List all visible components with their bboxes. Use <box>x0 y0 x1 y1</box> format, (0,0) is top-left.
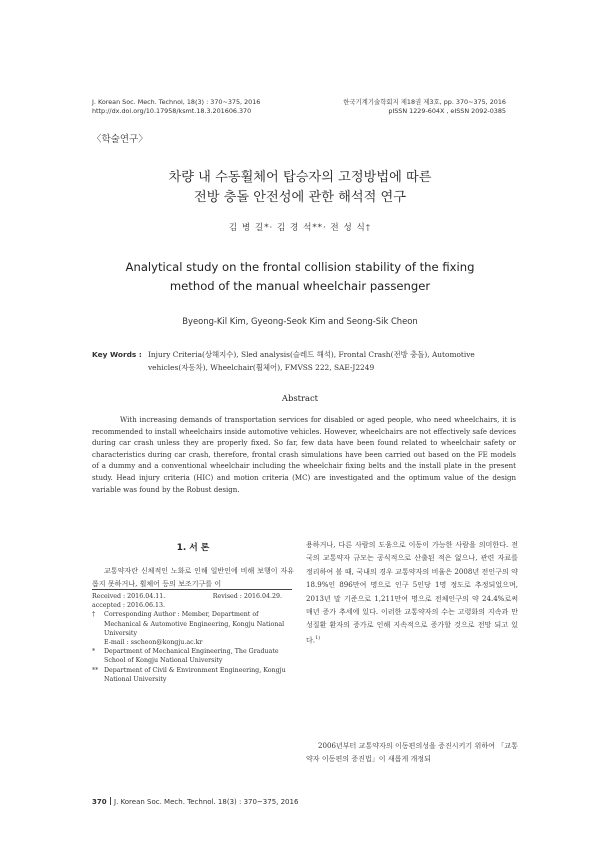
received-date: Received : 2016.04.11. <box>92 593 166 600</box>
intro-paragraph-left: 교통약자란 신체적인 노화로 인해 일반인에 비해 보행이 자유롭지 못하거나, 휠체어 등의 보조기구를 이 <box>92 566 294 589</box>
title-english-line2: method of the manual wheelchair passenger <box>169 279 431 293</box>
title-korean-line1: 차량 내 수동휠체어 탑승자의 고정방법에 따른 <box>168 170 432 185</box>
footnote-mark: * <box>92 648 96 656</box>
title-english-line1: Analytical study on the frontal collision stability of the fixing <box>125 260 475 274</box>
running-header-left <box>92 98 260 116</box>
keywords-text: Injury Criteria(상해지수), Sled analysis(슬레드 해석), Frontal Crash(전방 충돌), Automotive vehicles(자동차), Wheelchair(휠체어), FMVSS 222, SAE-J2249 <box>148 350 475 372</box>
header-journal-ko: 한국기계기술학회지 제18권 제3호, pp. 370~375, 2016 <box>343 98 506 106</box>
revised-date: Revised : 2016.04.29. <box>212 593 282 600</box>
footer-separator <box>110 797 111 805</box>
keywords <box>92 349 512 372</box>
intro-paragraph-right-1 <box>306 538 518 647</box>
footnote-mark: † <box>92 611 96 619</box>
footnote-corresponding <box>92 610 294 638</box>
abstract-body: With increasing demands of transportation services for disabled or aged people, who need wheelchairs, it is recommended to install wheelchairs inside automotive vehicles. However, wheelchairs are not effectively safe devices during car crash unless they are properly fixed. So far, few data have been found related to wheelchair safety or characteristics during car crash, therefore, frontal crash simulations have been carried out based on the FE models of a dummy and a conventional wheelchair including the wheelchair fixing belts and the install plate in the present study. Head injury criteria (HIC) and motion criteria (MC) are investigated and the optimum value of the design variable was found by the Robust design. <box>92 415 516 494</box>
running-header-right <box>343 98 506 116</box>
page-number: 370 <box>92 798 107 806</box>
accepted-date: accepted : 2016.06.13. <box>92 602 166 610</box>
footnote-mark: ** <box>92 666 99 674</box>
abstract-heading: Abstract <box>281 393 319 403</box>
intro-paragraph-right-2: 2006년부터 교통약자의 이동편의성을 증진시키기 위하여 「교통약자 이동편의 증진법」이 새롭게 개정되 <box>306 741 518 764</box>
header-citation: J. Korean Soc. Mech. Technol, 18(3) : 370~375, 2016 <box>92 98 261 106</box>
header-issn: pISSN 1229-604X , eISSN 2092-0385 <box>388 107 506 115</box>
footnote-affiliation-1 <box>92 647 294 665</box>
footnote-email <box>92 638 294 647</box>
authors-english: Byeong-Kil Kim, Gyeong-Seok Kim and Seong-Sik Cheon <box>182 316 418 326</box>
received-revised-row <box>92 592 294 601</box>
footer-journal: J. Korean Soc. Mech. Technol. 18(3) : 370~375, 2016 <box>114 798 299 806</box>
footnote-text: E-mail : sscheon@kongju.ac.kr <box>104 639 203 647</box>
footnote-text: Corresponding Author : Member, Department of Mechanical & Automotive Engineering, Kongju National University <box>104 611 285 637</box>
footnote-text: Department of Civil & Environment Engineering, Kongju National University <box>104 666 286 683</box>
citation-superscript: 1) <box>315 634 321 641</box>
intro-paragraph-right-1-text: 용하거나, 다른 사람의 도움으로 이동이 가능한 사람을 의미한다. 전국의 교통약자 규모는 공식적으로 산출된 적은 없으나, 관련 자료를 정리하여 볼 때, 국내의 경우 교통약자의 비율은 2008년 전인구의 약 18.9%인 896만여 명으로 인구 5인당 1명 정도로 추정되었으며, 2013년 말 기준으로 1,211만여 명으로 전체인구의 약 24.4%로써 매년 증가 추세에 있다. 이러한 교통약자의 수는 고령화의 지속과 만성질환 환자의 증가로 인해 지속적으로 증가할 것으로 전망 되고 있다. <box>306 540 518 645</box>
footnote-affiliation-2 <box>92 666 294 684</box>
header-doi: http://dx.doi.org/10.17958/ksmt.18.3.201606.370 <box>92 107 252 115</box>
authors-korean: 김 병 길*· 김 경 석**· 전 성 식† <box>228 223 372 233</box>
footnote-divider <box>92 589 292 590</box>
section-heading-introduction: 1. 서 론 <box>176 543 210 553</box>
footnote-text: Department of Mechanical Engineering, The Graduate School of Kongju National University <box>104 648 279 665</box>
article-category: 〈학술연구〉 <box>92 134 148 145</box>
footnotes <box>92 592 294 684</box>
page-footer <box>92 797 298 806</box>
keywords-label: Key Words : <box>92 350 142 359</box>
title-korean-line2: 전방 충돌 안전성에 관한 해석적 연구 <box>193 190 407 205</box>
footnote-mark <box>92 638 104 647</box>
